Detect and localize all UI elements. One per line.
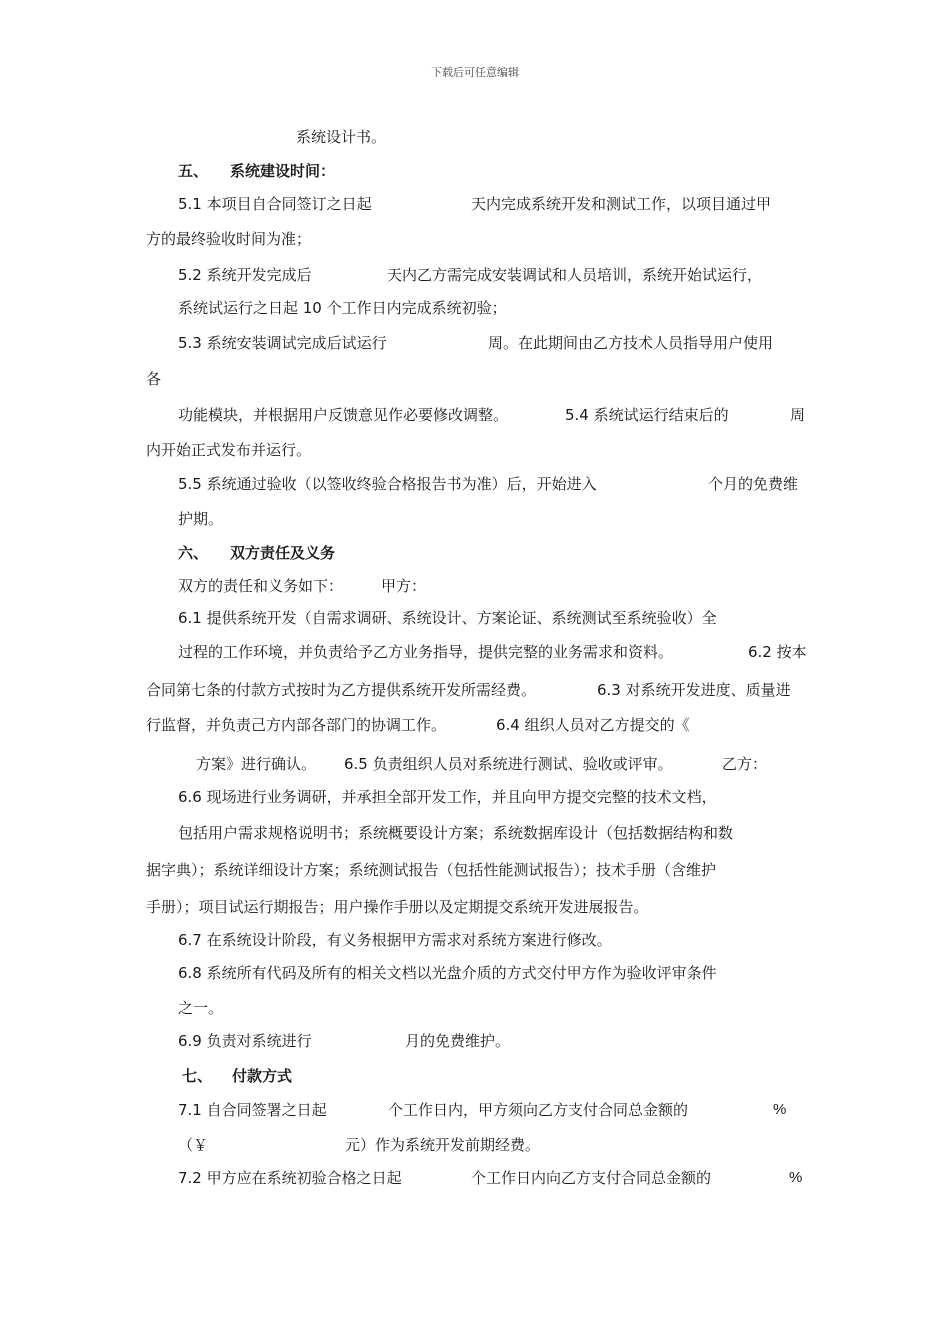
text-line: 系统试运行之日起 10 个工作日内完成系统初验； bbox=[178, 299, 507, 317]
text-line: 6.6 现场进行业务调研，并承担全部开发工作，并且向甲方提交完整的技术文档， bbox=[178, 788, 717, 806]
text-line: 个工作日内向乙方支付合同总金额的 bbox=[471, 1169, 712, 1187]
text-line: 6.2 按本 bbox=[748, 643, 807, 661]
text-line: 过程的工作环境，并负责给予乙方业务指导，提供完整的业务需求和资料。 bbox=[178, 643, 674, 661]
text-line: 系统设计书。 bbox=[296, 128, 387, 146]
text-line: 元）作为系统开发前期经费。 bbox=[345, 1136, 541, 1154]
text-line: 月的免费维护。 bbox=[405, 1032, 511, 1050]
text-line: 天内乙方需完成安装调试和人员培训，系统开始试运行， bbox=[387, 266, 763, 284]
text-line: 6.4 组织人员对乙方提交的《 bbox=[496, 716, 690, 734]
text-line: 6.7 在系统设计阶段，有义务根据甲方需求对系统方案进行修改。 bbox=[178, 931, 612, 949]
text-line: 5.5 系统通过验收（以签收终验合格报告书为准）后，开始进入 bbox=[178, 475, 597, 493]
text-line: 内开始正式发布并运行。 bbox=[146, 441, 312, 459]
text-line: 据字典）；系统详细设计方案；系统测试报告（包括性能测试报告）；技术手册（含维护 bbox=[146, 861, 717, 879]
text-line: 5.2 系统开发完成后 bbox=[178, 266, 312, 284]
section-heading: 付款方式 bbox=[232, 1067, 293, 1085]
text-line: 甲方： bbox=[381, 577, 427, 595]
text-line: 合同第七条的付款方式按时为乙方提供系统开发所需经费。 bbox=[146, 681, 537, 699]
section-number: 六、 bbox=[178, 544, 209, 562]
section-heading: 系统建设时间： bbox=[230, 162, 336, 180]
text-line: 乙方： bbox=[722, 755, 768, 773]
text-line: 护期。 bbox=[178, 510, 224, 528]
text-line: 周 bbox=[790, 406, 806, 424]
text-line: 个月的免费维 bbox=[708, 475, 799, 493]
text-line: % bbox=[789, 1169, 803, 1186]
text-line: 功能模块，并根据用户反馈意见作必要修改调整。 bbox=[178, 406, 509, 424]
text-line: 6.3 对系统开发进度、质量进 bbox=[597, 681, 791, 699]
text-line: 周。在此期间由乙方技术人员指导用户使用 bbox=[488, 334, 774, 352]
text-line: % bbox=[773, 1101, 787, 1118]
section-number: 五、 bbox=[178, 162, 209, 180]
text-line: 双方的责任和义务如下： bbox=[178, 577, 344, 595]
text-line: 行监督，并负责己方内部各部门的协调工作。 bbox=[146, 716, 447, 734]
text-line: 5.3 系统安装调试完成后试运行 bbox=[178, 334, 387, 352]
text-line: 6.1 提供系统开发（自需求调研、系统设计、方案论证、系统测试至系统验收）全 bbox=[178, 609, 717, 627]
text-line: 5.1 本项目自合同签订之日起 bbox=[178, 195, 372, 213]
text-line: 7.2 甲方应在系统初验合格之日起 bbox=[178, 1169, 402, 1187]
text-line: 手册）；项目试运行期报告；用户操作手册以及定期提交系统开发进展报告。 bbox=[146, 898, 649, 916]
text-line: 方的最终验收时间为准； bbox=[146, 230, 312, 248]
text-line: 个工作日内，甲方须向乙方支付合同总金额的 bbox=[388, 1101, 689, 1119]
text-line: 之一。 bbox=[178, 999, 224, 1017]
section-heading: 双方责任及义务 bbox=[230, 544, 336, 562]
text-line: 7.1 自合同签署之日起 bbox=[178, 1101, 327, 1119]
text-line: 方案》进行确认。 bbox=[196, 755, 317, 773]
section-number: 七、 bbox=[182, 1067, 213, 1085]
page-header: 下载后可任意编辑 bbox=[431, 66, 519, 79]
text-line: 5.4 系统试运行结束后的 bbox=[565, 406, 729, 424]
text-line: 6.8 系统所有代码及所有的相关文档以光盘介质的方式交付甲方作为验收评审条件 bbox=[178, 964, 717, 982]
text-line: 6.5 负责组织人员对系统进行测试、验收或评审。 bbox=[344, 755, 673, 773]
text-line: 天内完成系统开发和测试工作，以项目通过甲 bbox=[471, 195, 772, 213]
text-line: 6.9 负责对系统进行 bbox=[178, 1032, 312, 1050]
text-line: （￥ bbox=[178, 1136, 209, 1154]
text-line: 各 bbox=[146, 370, 162, 388]
text-line: 包括用户需求规格说明书；系统概要设计方案；系统数据库设计（包括数据结构和数 bbox=[178, 824, 734, 842]
